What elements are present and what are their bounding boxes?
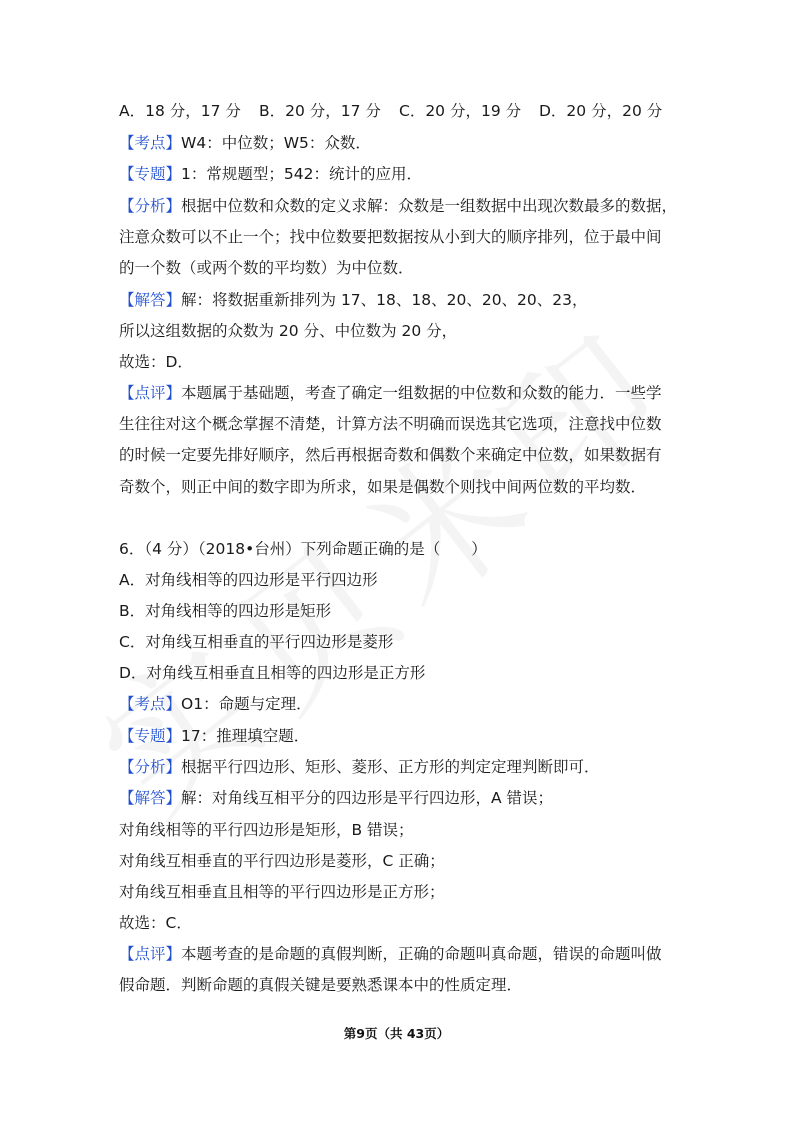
dianping-tag: 【点评】 (119, 945, 182, 963)
q6-zhuanti (119, 726, 309, 746)
jieda-line: 解：将数据重新排列为 17、18、18、20、20、20、23， (181, 291, 588, 309)
q5-zhuanti (119, 164, 422, 184)
kaodian-tag: 【考点】 (119, 134, 182, 152)
dianping-line: 本题属于基础题，考查了确定一组数据的中位数和众数的能力．一些学 (181, 384, 662, 402)
zhuanti-tag: 【专题】 (119, 165, 182, 183)
jieda-line: 对角线相等的平行四边形是矩形，B 错误； (119, 821, 414, 839)
zhuanti-text: 1：常规题型；542：统计的应用． (181, 165, 422, 183)
dianping-line: 假命题．判断命题的真假关键是要熟悉课本中的性质定理． (119, 976, 523, 994)
q6-option-c: C．对角线互相垂直的平行四边形是菱形 (119, 633, 394, 651)
q6-kaodian (119, 694, 312, 714)
dianping-line: 生往往对这个概念掌握不清楚，计算方法不明确而误选其它选项，注意找中位数 (119, 415, 662, 433)
fenxi-line: 的一个数（或两个数的平均数）为中位数． (119, 259, 414, 277)
q6-option-d: D．对角线互相垂直且相等的四边形是正方形 (119, 664, 426, 682)
dianping-tag: 【点评】 (119, 384, 182, 402)
jieda-line: 故选：D． (119, 353, 193, 371)
q5-dianping (119, 383, 662, 403)
q5-options (119, 101, 662, 121)
q6-option-b: B．对角线相等的四边形是矩形 (119, 602, 332, 620)
jieda-line: 所以这组数据的众数为 20 分、中位数为 20 分， (119, 322, 458, 340)
fenxi-tag: 【分析】 (119, 758, 182, 776)
fenxi-tag: 【分析】 (119, 197, 182, 215)
kaodian-tag: 【考点】 (119, 695, 182, 713)
jieda-line: 故选：C． (119, 914, 192, 932)
jieda-line: 对角线互相垂直的平行四边形是菱形，C 正确； (119, 852, 445, 870)
q6-dianping (119, 944, 662, 964)
q6-jieda (119, 788, 553, 808)
q5-option-c: C．20 分，19 分 (399, 102, 522, 120)
q5-fenxi (119, 196, 677, 216)
page-number-footer: 第9页（共 43页） (343, 1026, 450, 1041)
q5-jieda (119, 290, 588, 310)
q5-kaodian (119, 133, 371, 153)
q6-stem: 6．（4 分）（2018•台州）下列命题正确的是（ ） (119, 540, 487, 558)
jieda-line: 解：对角线互相平分的四边形是平行四边形，A 错误； (181, 789, 554, 807)
fenxi-line: 根据中位数和众数的定义求解：众数是一组数据中出现次数最多的数据， (181, 197, 678, 215)
fenxi-text: 根据平行四边形、矩形、菱形、正方形的判定定理判断即可． (181, 758, 600, 776)
q6-fenxi (119, 757, 600, 777)
kaodian-text: O1：命题与定理． (181, 695, 312, 713)
q6-option-a: A．对角线相等的四边形是平行四边形 (119, 571, 378, 589)
dianping-line: 奇数个，则正中间的数字即为所求，如果是偶数个则找中间两位数的平均数． (119, 478, 647, 496)
jieda-tag: 【解答】 (119, 291, 182, 309)
jieda-line: 对角线互相垂直且相等的平行四边形是正方形； (119, 883, 445, 901)
zhuanti-text: 17：推理填空题． (181, 727, 310, 745)
dianping-line: 本题考查的是命题的真假判断，正确的命题叫真命题，错误的命题叫做 (181, 945, 662, 963)
fenxi-line: 注意众数可以不止一个；找中位数要把数据按从小到大的顺序排列，位于最中间 (119, 228, 662, 246)
jieda-tag: 【解答】 (119, 789, 182, 807)
q5-option-a: A．18 分，17 分 (119, 102, 241, 120)
zhuanti-tag: 【专题】 (119, 727, 182, 745)
q5-option-d: D．20 分，20 分 (539, 102, 663, 120)
q5-option-b: B．20 分，17 分 (259, 102, 381, 120)
dianping-line: 的时候一定要先排好顺序，然后再根据奇数和偶数个来确定中位数，如果数据有 (119, 446, 662, 464)
kaodian-text: W4：中位数；W5：众数． (181, 134, 371, 152)
